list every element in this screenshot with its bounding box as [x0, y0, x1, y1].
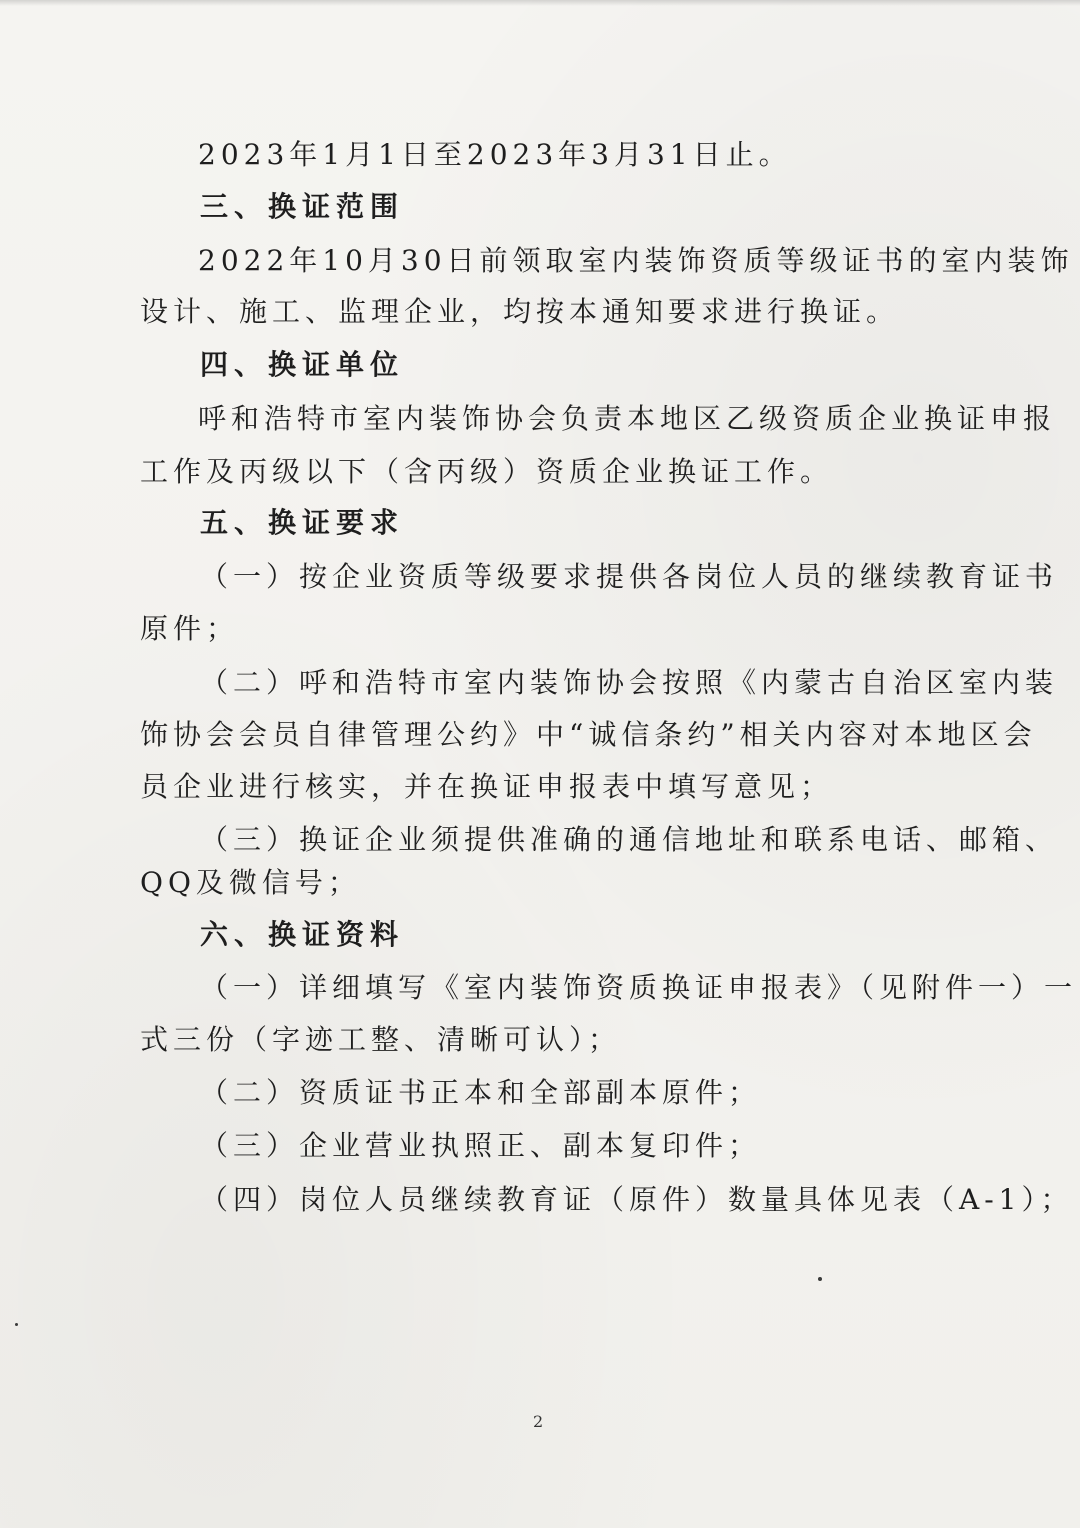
- scan-edge: [0, 0, 1080, 6]
- text-line: （三）换证企业须提供准确的通信地址和联系电话、邮箱、: [200, 823, 1059, 856]
- text-line: 2022年10月30日前领取室内装饰资质等级证书的室内装饰: [198, 244, 1074, 277]
- text-line: 呼和浩特市室内装饰协会负责本地区乙级资质企业换证申报: [198, 402, 1057, 435]
- page-number: 2: [533, 1412, 544, 1431]
- text-line: （二）呼和浩特市室内装饰协会按照《内蒙古自治区室内装: [200, 666, 1059, 699]
- section-heading-requirements: 五、换证要求: [200, 506, 405, 539]
- text-line: （三）企业营业执照正、副本复印件；: [200, 1129, 762, 1162]
- text-line: 2023年1月1日至2023年3月31日止。: [198, 138, 792, 171]
- text-line: 原件；: [140, 612, 240, 645]
- text-line: 工作及丙级以下（含丙级）资质企业换证工作。: [140, 455, 834, 488]
- scan-speck: [818, 1277, 822, 1281]
- text-line: QQ及微信号；: [140, 866, 361, 899]
- text-line: 饰协会会员自律管理公约》中“诚信条约”相关内容对本地区会: [140, 718, 1037, 751]
- scan-speck: [15, 1323, 18, 1326]
- text-line: 员企业进行核实，并在换证申报表中填写意见；: [140, 770, 834, 803]
- text-line: （一）详细填写《室内装饰资质换证申报表》（见附件一）一: [200, 971, 1078, 1004]
- text-line: （一）按企业资质等级要求提供各岗位人员的继续教育证书: [200, 560, 1059, 593]
- text-line: 式三份（字迹工整、清晰可认）；: [140, 1023, 622, 1056]
- text-line: （二）资质证书正本和全部副本原件；: [200, 1076, 762, 1109]
- text-line: （四）岗位人员继续教育证（原件）数量具体见表（A-1）；: [200, 1183, 1074, 1216]
- text-line: 设计、施工、监理企业，均按本通知要求进行换证。: [140, 295, 900, 328]
- section-heading-scope: 三、换证范围: [200, 190, 405, 223]
- section-heading-materials: 六、换证资料: [200, 918, 405, 951]
- section-heading-unit: 四、换证单位: [200, 348, 405, 381]
